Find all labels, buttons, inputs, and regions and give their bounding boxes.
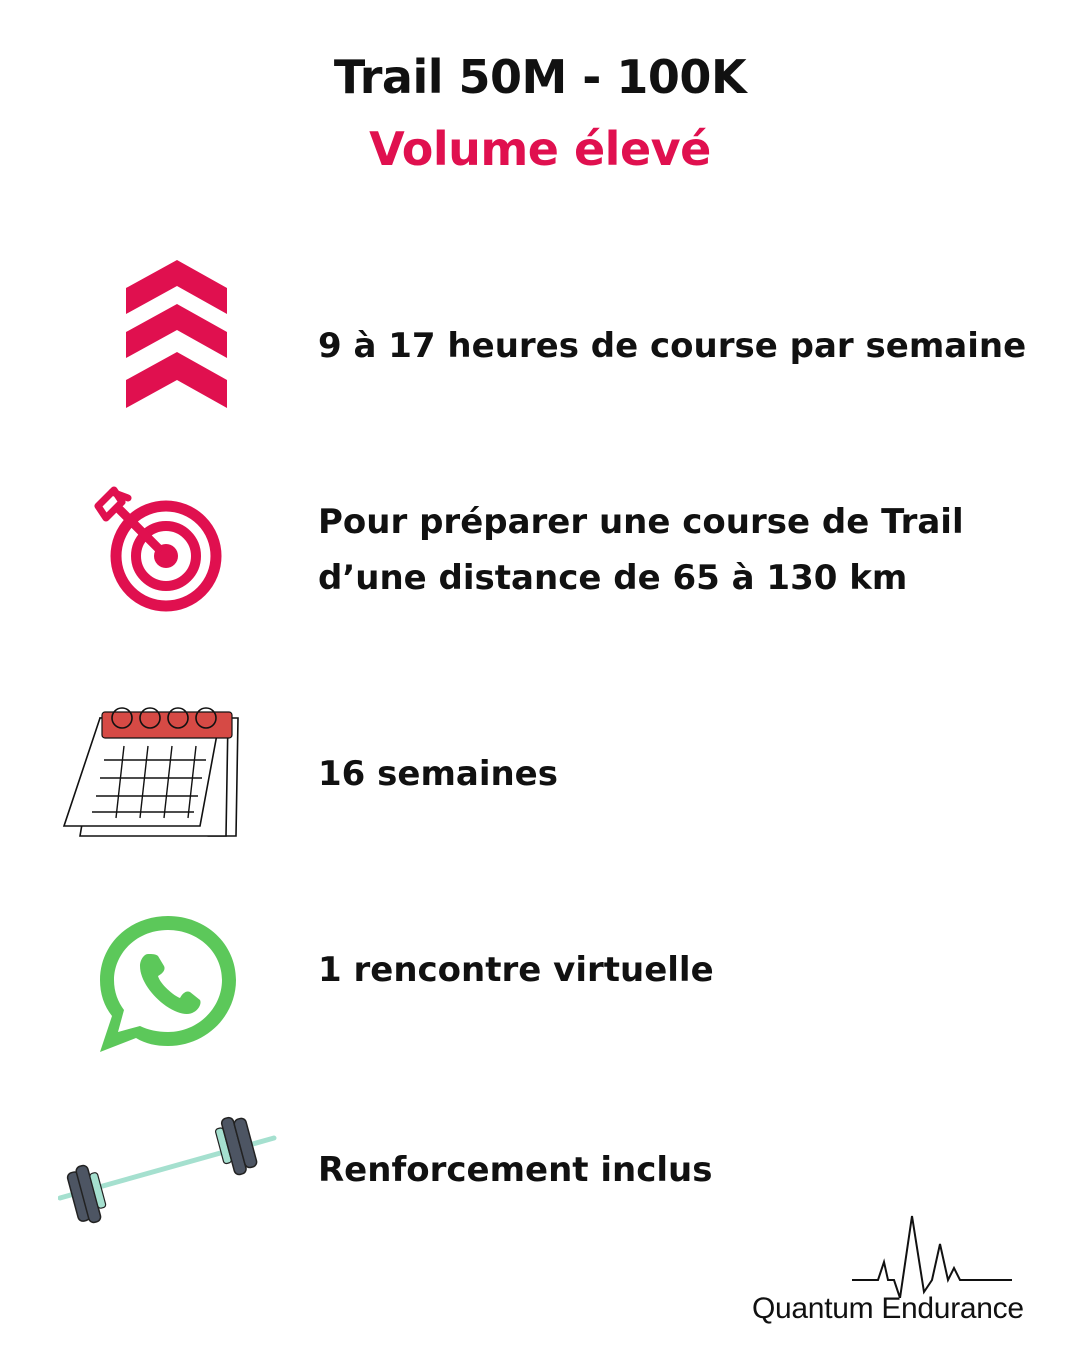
feature-hours: 9 à 17 heures de course par semaine <box>318 326 1027 366</box>
feature-goal-line-2: d’une distance de 65 à 130 km <box>318 558 908 598</box>
barbell-icon <box>58 1112 278 1224</box>
calendar-icon <box>60 702 242 842</box>
target-icon <box>90 484 224 614</box>
feature-goal-line-1: Pour préparer une course de Trail <box>318 502 964 542</box>
brand-logo <box>748 1210 1068 1330</box>
feature-strength: Renforcement inclus <box>318 1150 713 1190</box>
feature-goal <box>318 494 1058 606</box>
feature-meeting: 1 rencontre virtuelle <box>318 950 714 990</box>
page-subtitle: Volume élevé <box>369 122 711 176</box>
chevron-up-icon <box>126 258 228 410</box>
page-title: Trail 50M - 100K <box>333 50 747 104</box>
feature-weeks: 16 semaines <box>318 754 558 794</box>
heartbeat-line-icon <box>848 1212 1016 1298</box>
logo-text: Quantum Endurance <box>752 1292 1024 1325</box>
whatsapp-icon <box>94 910 242 1056</box>
